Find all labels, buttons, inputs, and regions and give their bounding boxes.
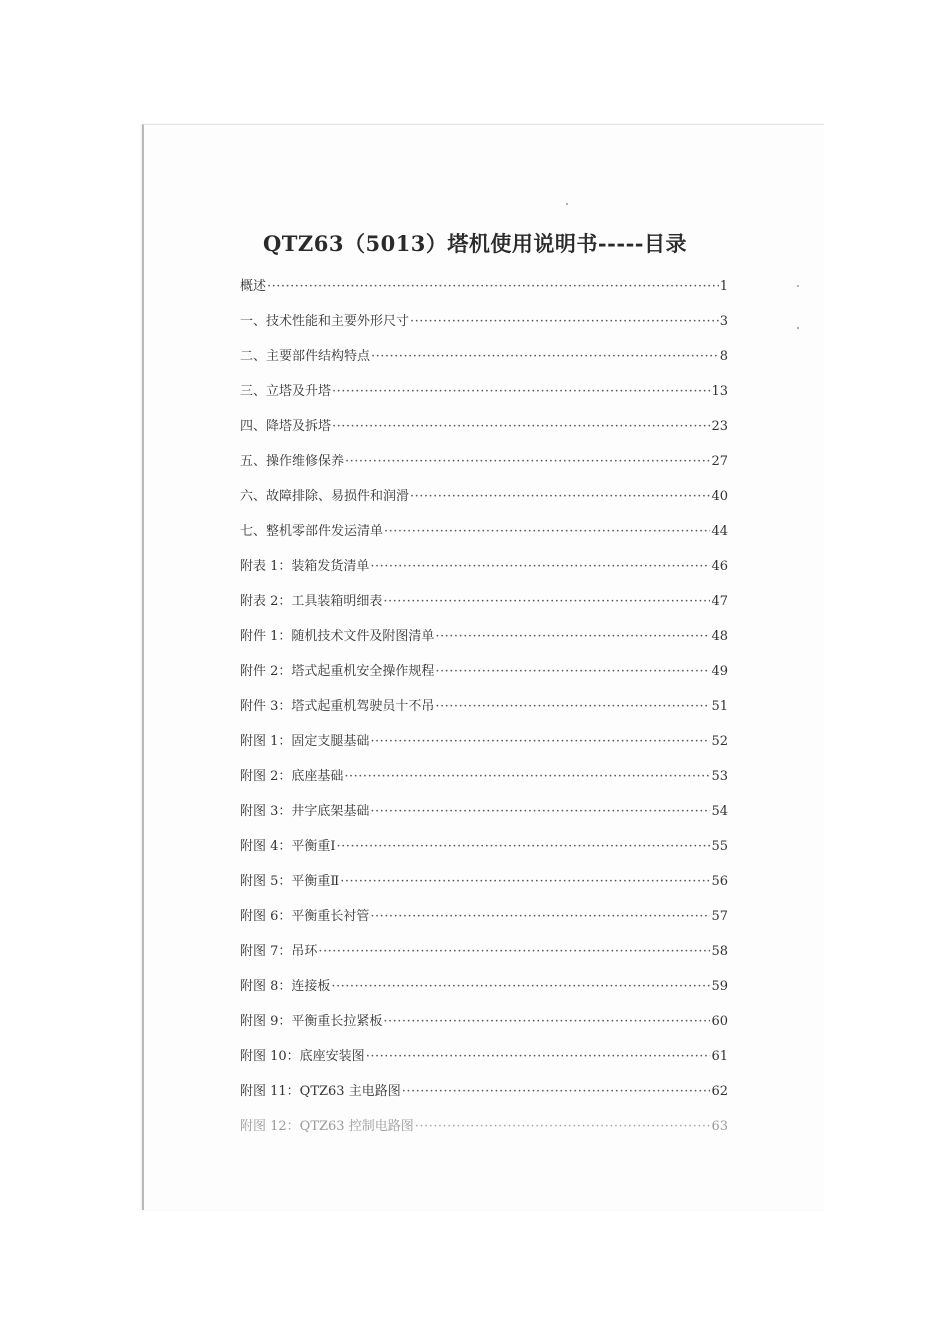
toc-entry-page: 57 — [711, 909, 728, 924]
toc-dot-leader — [384, 522, 710, 542]
toc-dot-leader — [344, 767, 710, 787]
toc-entry-page: 52 — [711, 734, 728, 749]
toc-dot-leader — [345, 452, 710, 472]
toc-entry — [240, 487, 728, 522]
toc-entry — [240, 417, 728, 452]
scan-speck — [797, 285, 799, 287]
toc-entry-label: 附图 10：底座安装图 — [240, 1049, 365, 1064]
toc-dot-leader — [410, 487, 710, 507]
toc-dot-leader — [318, 942, 710, 962]
toc-dot-leader — [370, 907, 710, 927]
toc-dot-leader — [370, 802, 710, 822]
toc-entry — [240, 522, 728, 557]
toc-entry — [240, 732, 728, 767]
toc-entry — [240, 557, 728, 592]
toc-entry-label: 附图 4：平衡重Ⅰ — [240, 839, 336, 854]
toc-entry — [240, 662, 728, 697]
toc-entry — [240, 592, 728, 627]
scan-speck — [566, 203, 568, 205]
toc-entry-page: 23 — [711, 419, 728, 434]
toc-entry — [240, 1117, 728, 1152]
toc-entry — [240, 347, 728, 382]
toc-entry-label: 附图 12：QTZ63 控制电路图 — [240, 1119, 414, 1134]
toc-entry-label: 附图 5：平衡重Ⅱ — [240, 874, 340, 889]
toc-entry-page: 58 — [711, 944, 728, 959]
toc-entry — [240, 872, 728, 907]
toc-dot-leader — [415, 1117, 711, 1137]
toc-entry-page: 40 — [711, 489, 728, 504]
toc-entry-page: 49 — [711, 664, 728, 679]
toc-entry-label: 四、降塔及拆塔 — [240, 419, 332, 434]
toc-entry-label: 附图 7：吊环 — [240, 944, 318, 959]
toc-entry-page: 47 — [711, 594, 728, 609]
toc-entry-label: 三、立塔及升塔 — [240, 384, 332, 399]
toc-entry-label: 二、主要部件结构特点 — [240, 349, 371, 364]
toc-dot-leader — [370, 732, 710, 752]
toc-entry-page: 13 — [711, 384, 728, 399]
toc-entry — [240, 627, 728, 662]
toc-entry-label: 附图 2：底座基础 — [240, 769, 344, 784]
toc-dot-leader — [435, 697, 710, 717]
toc-dot-leader — [402, 1082, 711, 1102]
toc-entry-label: 一、技术性能和主要外形尺寸 — [240, 314, 410, 329]
toc-entry — [240, 1012, 728, 1047]
toc-dot-leader — [410, 312, 719, 332]
toc-entry — [240, 802, 728, 837]
toc-entry-label: 七、整机零部件发运清单 — [240, 524, 384, 539]
toc-entry — [240, 452, 728, 487]
toc-dot-leader — [383, 592, 710, 612]
toc-entry-page: 3 — [719, 314, 728, 329]
toc-entry — [240, 942, 728, 977]
toc-entry-label: 附件 1：随机技术文件及附图清单 — [240, 629, 435, 644]
toc-entry-label: 附图 6：平衡重长衬管 — [240, 909, 370, 924]
toc-dot-leader — [331, 977, 710, 997]
toc-entry-page: 63 — [711, 1119, 728, 1134]
toc-entry-label: 附表 1：装箱发货清单 — [240, 559, 370, 574]
toc-dot-leader — [332, 417, 710, 437]
toc-entry-label: 五、操作维修保养 — [240, 454, 345, 469]
toc-dot-leader — [340, 872, 710, 892]
toc-entry-label: 附图 1：固定支腿基础 — [240, 734, 370, 749]
toc-entry-page: 61 — [711, 1049, 728, 1064]
toc-entry — [240, 767, 728, 802]
toc-entry-label: 附件 2：塔式起重机安全操作规程 — [240, 664, 435, 679]
toc-entry-page: 44 — [711, 524, 728, 539]
toc-entry-label: 附图 3：井字底架基础 — [240, 804, 370, 819]
toc-entry-label: 概述 — [240, 279, 267, 294]
toc-entry-page: 59 — [711, 979, 728, 994]
toc-dot-leader — [337, 837, 711, 857]
toc-entry-page: 55 — [711, 839, 728, 854]
toc-entry-page: 48 — [711, 629, 728, 644]
toc-entry-page: 56 — [711, 874, 728, 889]
toc-dot-leader — [267, 277, 719, 297]
toc-entry-page: 62 — [711, 1084, 728, 1099]
toc-dot-leader — [435, 627, 710, 647]
toc-entry — [240, 1047, 728, 1082]
toc-entry-page: 46 — [711, 559, 728, 574]
toc-entry-label: 附件 3：塔式起重机驾驶员十不吊 — [240, 699, 435, 714]
toc-entry — [240, 1082, 728, 1117]
toc-entry — [240, 697, 728, 732]
toc-entry — [240, 977, 728, 1012]
toc-entry-page: 53 — [711, 769, 728, 784]
toc-entry-page: 54 — [711, 804, 728, 819]
toc-dot-leader — [370, 557, 710, 577]
toc-entry-page: 8 — [719, 349, 728, 364]
toc-dot-leader — [383, 1012, 710, 1032]
toc-entry — [240, 837, 728, 872]
toc-entry-label: 附表 2：工具装箱明细表 — [240, 594, 383, 609]
document-title: QTZ63（5013）塔机使用说明书-----目录 — [263, 231, 687, 256]
toc-entry-page: 1 — [719, 279, 728, 294]
toc-entry-page: 27 — [711, 454, 728, 469]
toc-entry-label: 六、故障排除、易损件和润滑 — [240, 489, 410, 504]
toc-entry-page: 60 — [711, 1014, 728, 1029]
toc-entry-label: 附图 11：QTZ63 主电路图 — [240, 1084, 401, 1099]
toc-entry — [240, 907, 728, 942]
toc-entry-label: 附图 9：平衡重长拉紧板 — [240, 1014, 383, 1029]
toc-entry-page: 51 — [711, 699, 728, 714]
table-of-contents — [240, 277, 728, 1152]
toc-dot-leader — [371, 347, 719, 367]
toc-entry — [240, 312, 728, 347]
toc-dot-leader — [366, 1047, 711, 1067]
toc-dot-leader — [332, 382, 710, 402]
scan-speck — [797, 327, 799, 329]
toc-entry — [240, 277, 728, 312]
toc-entry — [240, 382, 728, 417]
toc-dot-leader — [435, 662, 710, 682]
toc-entry-label: 附图 8：连接板 — [240, 979, 331, 994]
